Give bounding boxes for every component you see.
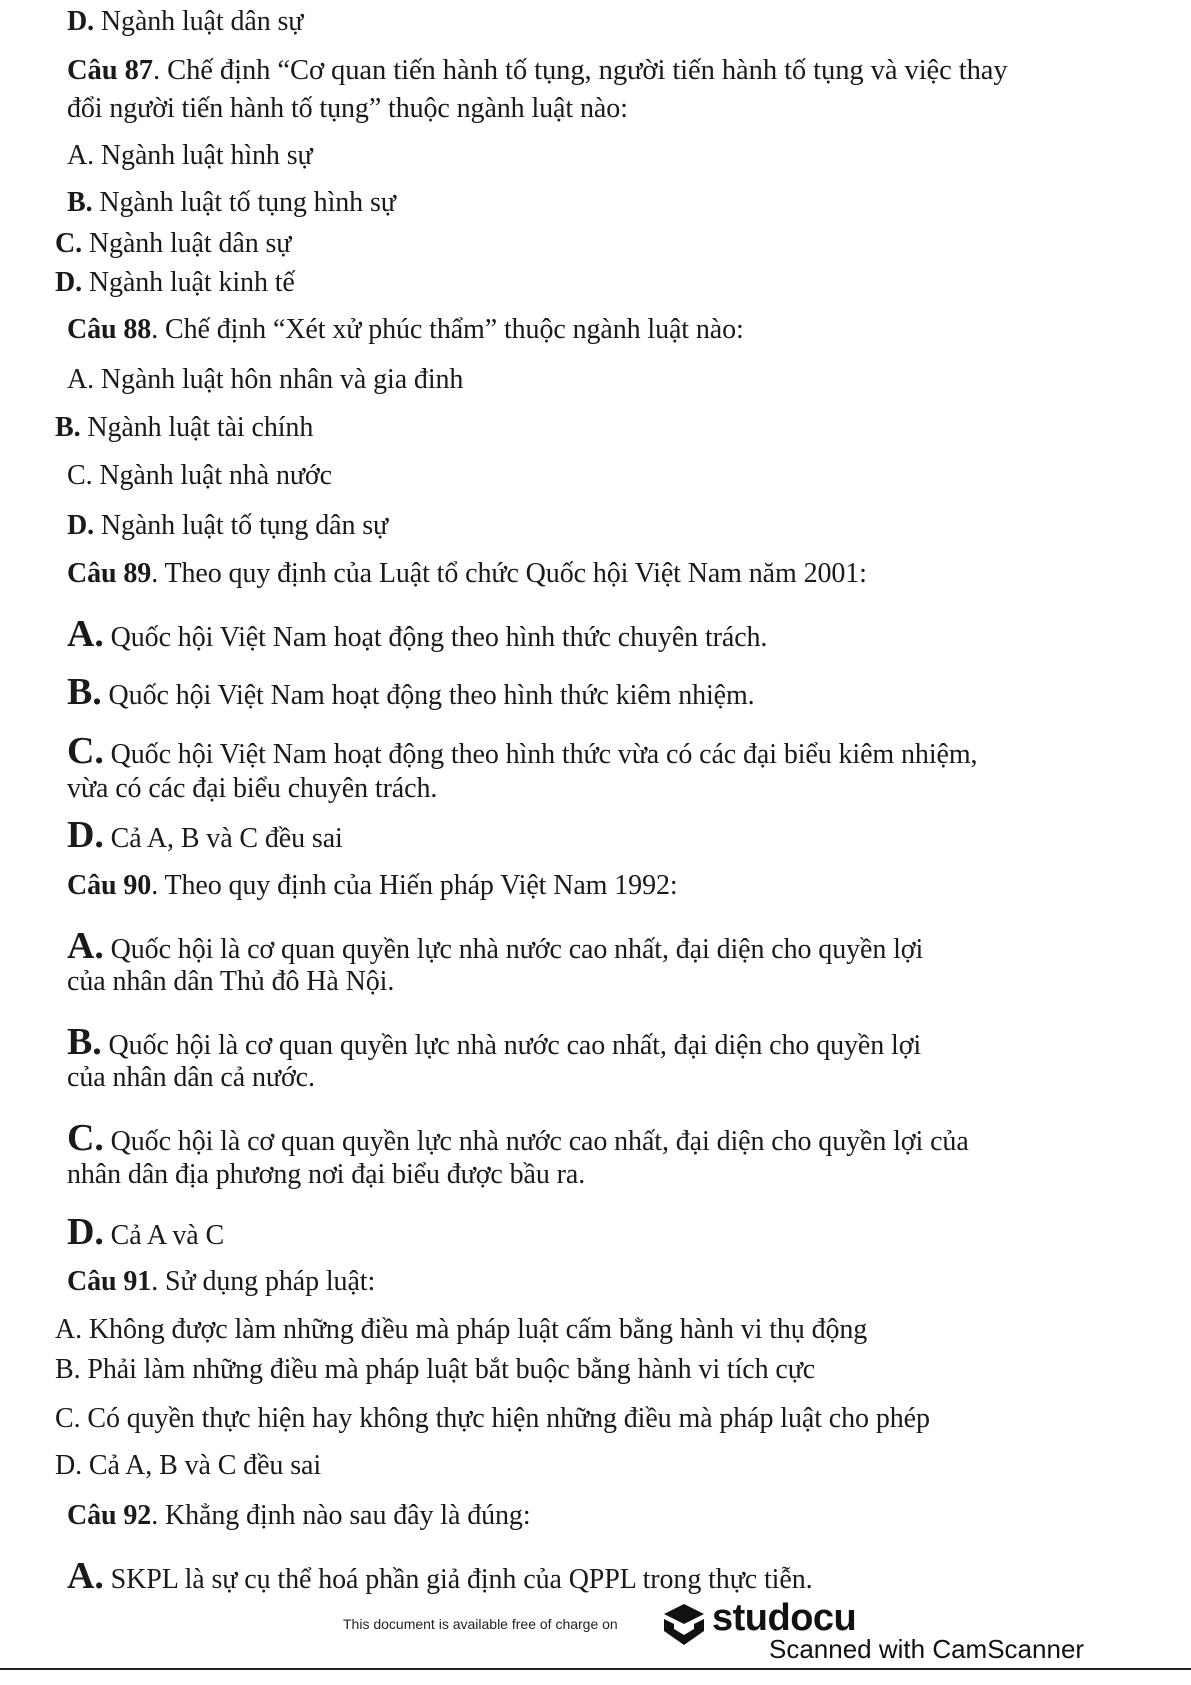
answer-line: C. Quốc hội là cơ quan quyền lực nhà nước cao nhất, đại diện cho quyền lợi của: [67, 1117, 969, 1159]
answer-line: D. Ngành luật kinh tế: [55, 267, 295, 298]
question-90: Câu 90. Theo quy định của Hiến pháp Việt Nam 1992:: [67, 870, 678, 901]
answer-line: D. Ngành luật dân sự: [67, 6, 304, 37]
answer-line: của nhân dân cả nước.: [67, 1062, 315, 1093]
bottom-divider: [0, 1668, 1191, 1670]
answer-line: B. Ngành luật tố tụng hình sự: [67, 187, 396, 218]
answer-line: D. Cả A, B và C đều sai: [67, 814, 343, 856]
answer-line: của nhân dân Thủ đô Hà Nội.: [67, 966, 395, 997]
question-line: đổi người tiến hành tố tụng” thuộc ngành luật nào:: [67, 93, 628, 124]
question-92: Câu 92. Khẳng định nào sau đây là đúng:: [67, 1500, 531, 1531]
answer-line: A. Ngành luật hình sự: [67, 140, 313, 171]
answer-line: B. Ngành luật tài chính: [55, 412, 314, 443]
camscanner-watermark: Scanned with CamScanner: [769, 1634, 1085, 1664]
question-88: Câu 88. Chế định “Xét xử phúc thẩm” thuộc ngành luật nào:: [67, 314, 744, 345]
answer-line: A. Không được làm những điều mà pháp luật cấm bằng hành vi thụ động: [55, 1314, 868, 1345]
answer-line: A. Quốc hội Việt Nam hoạt động theo hình thức chuyên trách.: [67, 613, 768, 655]
answer-line: B. Quốc hội là cơ quan quyền lực nhà nước cao nhất, đại diện cho quyền lợi: [67, 1021, 922, 1063]
answer-line: A. Quốc hội là cơ quan quyền lực nhà nước cao nhất, đại diện cho quyền lợi: [67, 925, 924, 967]
answer-line: nhân dân địa phương nơi đại biểu được bầu ra.: [67, 1159, 586, 1190]
question-87: Câu 87. Chế định “Cơ quan tiến hành tố tụng, người tiến hành tố tụng và việc thay: [67, 55, 1008, 86]
studocu-brand[interactable]: studocu: [712, 1597, 857, 1639]
answer-line: C. Quốc hội Việt Nam hoạt động theo hình thức vừa có các đại biểu kiêm nhiệm,: [67, 730, 978, 772]
answer-line: C. Ngành luật nhà nước: [67, 460, 332, 491]
answer-line: B. Phải làm những điều mà pháp luật bắt buộc bằng hành vi tích cực: [55, 1354, 816, 1385]
answer-line: D. Cả A và C: [67, 1211, 225, 1253]
answer-line: D. Cả A, B và C đều sai: [55, 1450, 322, 1481]
answer-line: C. Có quyền thực hiện hay không thực hiện những điều mà pháp luật cho phép: [55, 1403, 930, 1434]
answer-line: D. Ngành luật tố tụng dân sự: [67, 510, 389, 541]
question-89: Câu 89. Theo quy định của Luật tổ chức Quốc hội Việt Nam năm 2001:: [67, 558, 867, 589]
answer-line: B. Quốc hội Việt Nam hoạt động theo hình thức kiêm nhiệm.: [67, 671, 755, 713]
availability-notice: This document is available free of charge on: [343, 1616, 618, 1632]
answer-line: A. Ngành luật hôn nhân và gia đinh: [67, 364, 464, 395]
answer-line: A. SKPL là sự cụ thể hoá phần giả định của QPPL trong thực tiễn.: [67, 1555, 813, 1597]
answer-line: C. Ngành luật dân sự: [55, 228, 292, 259]
answer-line: vừa có các đại biểu chuyên trách.: [67, 773, 438, 804]
question-91: Câu 91. Sử dụng pháp luật:: [67, 1266, 376, 1297]
studocu-logo-icon[interactable]: [660, 1601, 708, 1649]
